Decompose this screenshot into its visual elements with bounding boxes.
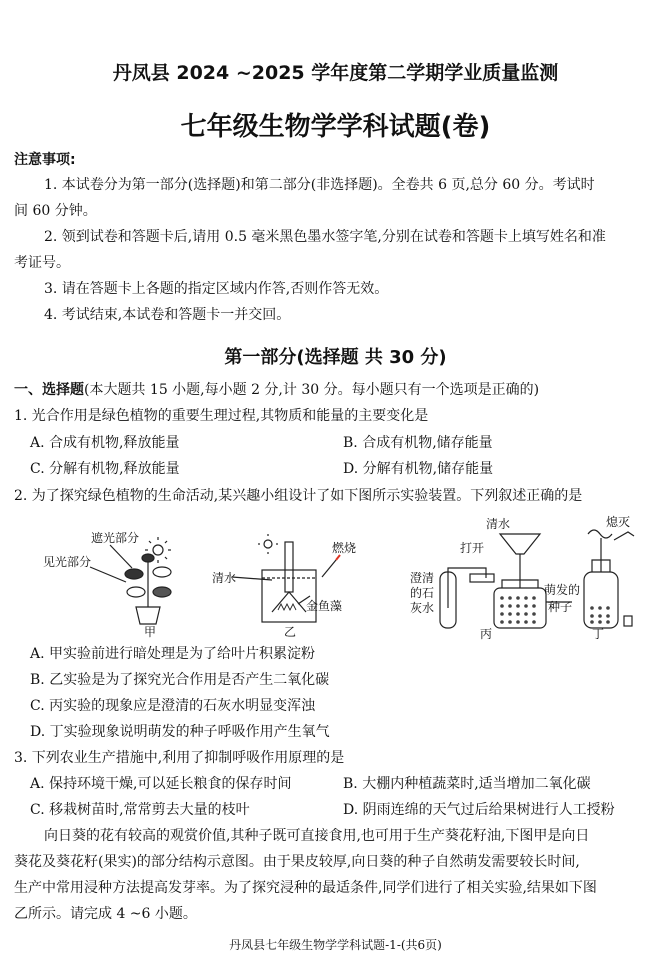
label-cheng-3: 灰水 — [410, 601, 435, 615]
passage-line-3: 生产中常用浸种方法提高发芽率。为了探究浸种的最适条件,同学们进行了相关实验,结果如下图 — [14, 880, 597, 896]
page-footer: 丹凤县七年级生物学学科试题-1-(共6页) — [229, 938, 442, 952]
q2-option-d: D. 丁实验现象说明萌发的种子呼吸作用产生氧气 — [30, 724, 330, 740]
note-3: 3. 请在答题卡上各题的指定区域内作答,否则作答无效。 — [44, 281, 389, 297]
note-2b: 考证号。 — [14, 255, 70, 271]
q2-option-c: C. 丙实验的现象应是澄清的石灰水明显变浑浊 — [30, 698, 316, 714]
plant-diagram — [90, 537, 171, 624]
label-qingshui-2: 清水 — [486, 517, 511, 531]
q2-experiment-figure — [40, 512, 640, 640]
q3-option-d: D. 阴雨连绵的天气过后给果树进行人工授粉 — [343, 802, 615, 818]
label-mengfa-2: 种子 — [548, 600, 573, 614]
exam-header-title: 丹凤县 2024 ~2025 学年度第二学期学业质量监测 — [112, 62, 559, 84]
label-cheng-2: 的石 — [410, 586, 435, 600]
notes-heading: 注意事项: — [14, 152, 76, 168]
q1-option-a: A. 合成有机物,释放能量 — [30, 435, 180, 451]
note-1b: 间 60 分钟。 — [14, 203, 97, 219]
passage-line-4: 乙所示。请完成 4 ~6 小题。 — [14, 906, 197, 922]
label-yi: 乙 — [284, 625, 297, 639]
label-ximie: 熄灭 — [606, 515, 631, 529]
label-ding: 丁 — [592, 627, 605, 640]
note-1a: 1. 本试卷分为第一部分(选择题)和第二部分(非选择题)。全卷共 6 页,总分 60 分。考试时 — [44, 177, 595, 193]
candle-jar-diagram — [584, 530, 634, 628]
q2-option-b: B. 乙实验是为了探究光合作用是否产生二氧化碳 — [30, 672, 330, 688]
q2-stem: 2. 为了探究绿色植物的生命活动,某兴趣小组设计了如下图所示实验装置。下列叙述正确的是 — [14, 488, 583, 504]
label-jia: 甲 — [144, 625, 157, 639]
q2-option-a: A. 甲实验前进行暗处理是为了给叶片积累淀粉 — [30, 646, 316, 662]
label-jinyuzao: 金鱼藻 — [306, 599, 343, 613]
part1-intro — [14, 381, 539, 399]
q1-option-b: B. 合成有机物,储存能量 — [343, 435, 493, 451]
note-4: 4. 考试结束,本试卷和答题卡一并交回。 — [44, 307, 291, 323]
label-cheng-1: 澄清 — [410, 571, 435, 585]
label-dakai: 打开 — [460, 541, 485, 555]
q1-stem: 1. 光合作用是绿色植物的重要生理过程,其物质和能量的主要变化是 — [14, 408, 429, 424]
part1-title: 第一部分(选择题 共 30 分) — [224, 347, 447, 368]
q1-option-c: C. 分解有机物,释放能量 — [30, 461, 180, 477]
q3-option-b: B. 大棚内种植蔬菜时,适当增加二氧化碳 — [343, 776, 591, 792]
label-mengfa-1: 萌发的 — [544, 583, 581, 597]
label-ranshao: 燃烧 — [332, 541, 357, 555]
exam-subtitle: 七年级生物学学科试题(卷) — [180, 112, 491, 142]
q1-option-d: D. 分解有机物,储存能量 — [343, 461, 494, 477]
label-bing: 丙 — [480, 627, 493, 640]
label-zheguang: 遮光部分 — [91, 531, 140, 545]
q3-option-a: A. 保持环境干燥,可以延长粮食的保存时间 — [30, 776, 292, 792]
part1-intro-rest: (本大题共 15 小题,每小题 2 分,计 30 分。每小题只有一个选项是正确的) — [84, 382, 540, 398]
passage-line-2: 葵花及葵花籽(果实)的部分结构示意图。由于果皮较厚,向日葵的种子自然萌发需要较长时间, — [14, 854, 580, 870]
note-2a: 2. 领到试卷和答题卡后,请用 0.5 毫米黑色墨水签字笔,分别在试卷和答题卡上填写姓名和准 — [44, 229, 606, 245]
q3-stem: 3. 下列农业生产措施中,利用了抑制呼吸作用原理的是 — [14, 750, 345, 766]
part1-intro-bold: 一、选择题 — [14, 382, 84, 398]
label-qingshui-1: 清水 — [212, 571, 237, 585]
q3-option-c: C. 移栽树苗时,常常剪去大量的枝叶 — [30, 802, 250, 818]
label-jianguang: 见光部分 — [43, 555, 92, 569]
passage-line-1: 向日葵的花有较高的观赏价值,其种子既可直接食用,也可用于生产葵花籽油,下图甲是向日 — [44, 828, 590, 844]
